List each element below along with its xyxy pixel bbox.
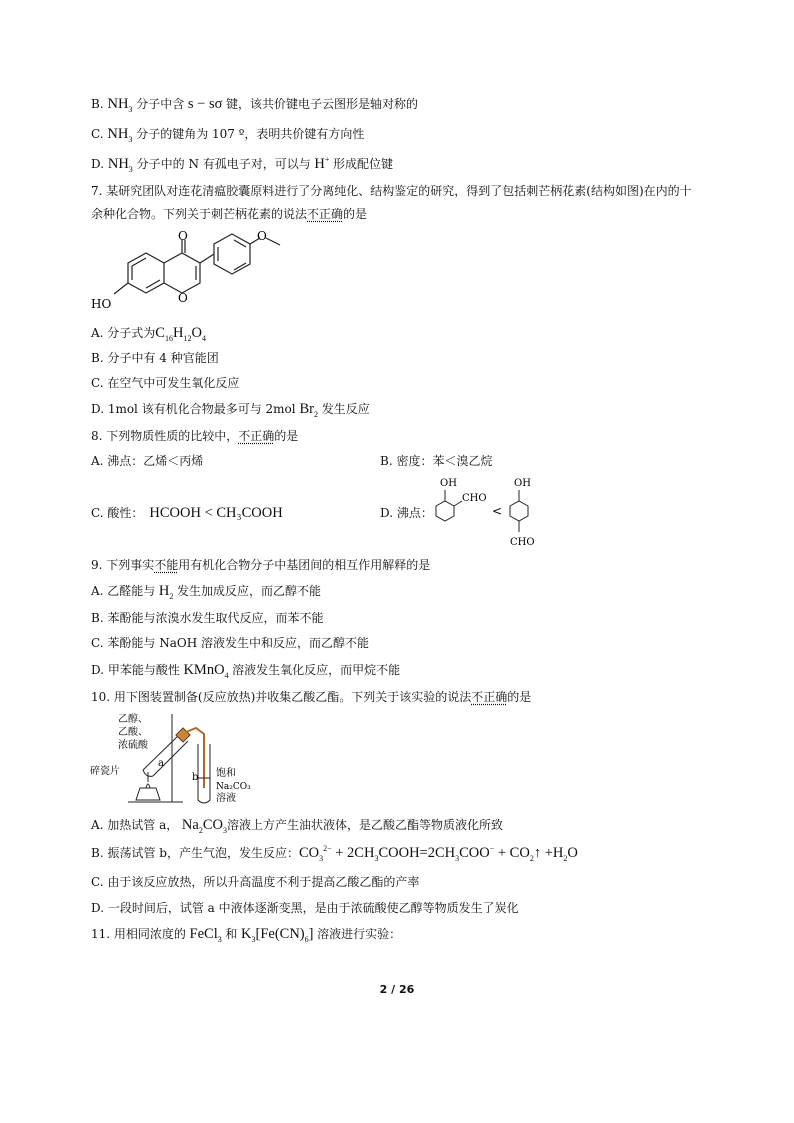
label-sulfuric-acid: 浓硫酸 <box>118 740 148 751</box>
q10-option-a: A. 加热试管 a， $Na_2CO_3$溶液上方产生油状液体，是乙酸乙酯等物质液化所致 <box>91 817 503 835</box>
ring-o: O <box>178 291 188 305</box>
label-ethanol: 乙醇、 <box>118 714 148 725</box>
oh-ortho: OH <box>440 478 457 489</box>
q9-option-a: A. 乙醛能与 $H_2$ 发生加成反应，而乙醇不能 <box>91 583 322 601</box>
q8-option-d: D. 沸点： <box>380 506 433 520</box>
methoxy-o: O <box>257 229 267 243</box>
label-porcelain-chips: 碎瓷片 <box>90 766 120 777</box>
label-acetic-acid: 乙酸、 <box>118 727 148 738</box>
label-tube-b: b <box>192 772 199 783</box>
esterification-apparatus <box>88 708 268 808</box>
q9-option-b: B. 苯酚能与浓溴水发生取代反应，而苯不能 <box>91 611 324 625</box>
page-number: 2 / 26 <box>379 983 415 996</box>
q10-option-c: C. 由于该反应放热，所以升高温度不利于提高乙酸乙酯的产率 <box>91 875 420 889</box>
hydroxybenzaldehyde-structures <box>430 474 560 550</box>
less-than: < <box>492 504 503 518</box>
label-na2co3: Na₂CO₃ <box>216 782 251 792</box>
q11-stem: 11. 用相同浓度的 FeCl$_3$ 和 $K_3[Fe(CN)_6]$ 溶液进行实验： <box>91 926 402 944</box>
cho-ortho: CHO <box>462 493 487 504</box>
q8-stem: 8. 下列物质性质的比较中，不正确的是 <box>91 429 299 443</box>
carbonyl-o: O <box>178 229 188 243</box>
label-tube-a: a <box>158 758 164 769</box>
q8-option-a: A. 沸点：乙烯＜丙烯 <box>91 454 204 468</box>
q7-stem-line2: 余种化合物。下列关于刺芒柄花素的说法不正确的是 <box>91 207 368 221</box>
q7-stem-line1: 7. 某研究团队对连花清瘟胶囊原料进行了分离纯化、结构鉴定的研究，得到了包括刺芒柄花素(结构如图)在内的十 <box>91 184 692 198</box>
q9-stem: 9. 下列事实不能用有机化合物分子中基团间的相互作用解释的是 <box>91 558 431 572</box>
q7-option-c: C. 在空气中可发生氧化反应 <box>91 376 240 390</box>
q6-option-b: B. $NH_3$ 分子中含 s − sσ 键，该共价键电子云图形是轴对称的 <box>91 96 419 114</box>
q9-option-d: D. 甲苯能与酸性 KMnO$_4$ 溶液发生氧化反应，而甲烷不能 <box>91 662 401 680</box>
q6-option-d: D. $NH_3$ 分子中的 N 有孤电子对，可以与 H+ 形成配位键 <box>91 155 394 174</box>
label-solution: 溶液 <box>216 793 236 804</box>
q9-option-c: C. 苯酚能与 NaOH 溶液发生中和反应，而乙醇不能 <box>91 636 369 650</box>
label-saturated: 饱和 <box>216 768 236 779</box>
oh-para: OH <box>514 478 531 489</box>
cho-para: CHO <box>510 537 535 548</box>
q6-option-c: C. $NH_3$ 分子的键角为 107 º，表明共价键有方向性 <box>91 126 365 144</box>
q10-option-b: B. 振荡试管 b，产生气泡，发生反应：$CO_3^{2-}$ + $2CH_3COOH=2CH_3COO^-$ + $CO_2↑ +H_2O$ <box>91 844 578 863</box>
ho-label: HO <box>91 297 112 311</box>
q8-option-c: C. 酸性： HCOOH < CH₃COOH <box>91 505 283 521</box>
q8-option-b: B. 密度：苯＜溴乙烷 <box>380 454 493 468</box>
q7-option-a: A. 分子式为$C_{16}H_{12}O_4$ <box>91 325 206 343</box>
formononetin-structure <box>88 228 328 320</box>
q10-option-d: D. 一段时间后，试管 a 中液体逐渐变黑，是由于浓硫酸使乙醇等物质发生了炭化 <box>91 901 519 915</box>
q7-option-b: B. 分子中有 4 种官能团 <box>91 351 219 365</box>
q7-option-d: D. 1mol 该有机化合物最多可与 2mol $Br_2$ 发生反应 <box>91 401 370 419</box>
q10-stem: 10. 用下图装置制备(反应放热)并收集乙酸乙酯。下列关于该实验的说法不正确的是 <box>91 690 532 704</box>
